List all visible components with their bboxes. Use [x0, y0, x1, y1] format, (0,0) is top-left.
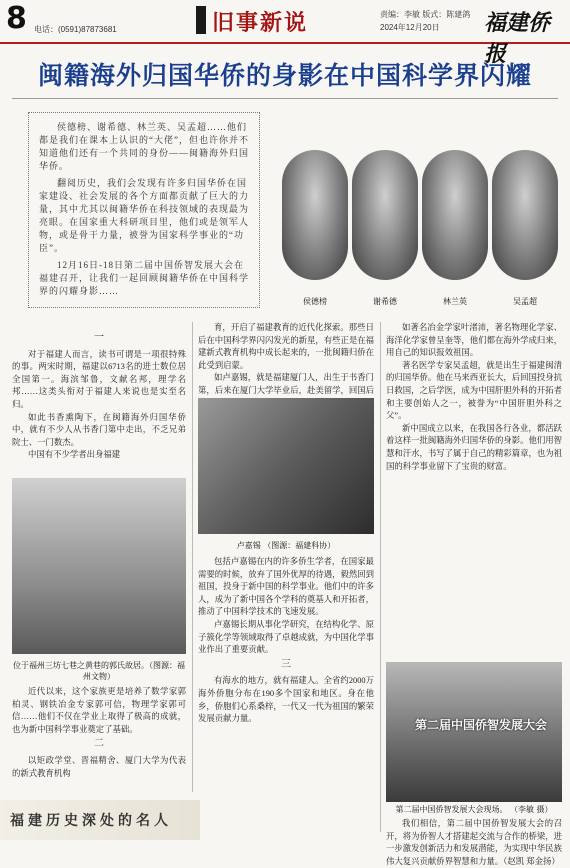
column-1 [12, 330, 186, 462]
intro-paragraph: 翻阅历史，我们会发现有许多归国华侨在国家建设、社会发展的各个方面都贡献了巨大的力量，其中尤其以闽籍华侨在科技领域的表现最为亮眼。在国家重大科研项目里，他们或是领军人物，或是骨干力量，被誉为国家科学事业的“功臣”。 [39, 178, 250, 253]
photo-caption: 第二届中国侨智发展大会现场。 （李敏 摄） [395, 805, 553, 814]
paragraph: 如此书香熏陶下，在闽籍海外归国华侨中，就有不少人从书香门第中走出，不乏兄弟院士、一门数杰。 [12, 412, 186, 447]
intro-paragraph: 侯德榜、谢希德、林兰英、吴孟超……他们都是我们在课本上认识的“大佬”，但也许你并不知道他们还有一个共同的身份——闽籍海外归国华侨。 [39, 122, 250, 171]
section-bar [196, 6, 206, 34]
portrait-name: 林兰英 [443, 297, 467, 306]
column-2 [198, 322, 374, 410]
section-title: 旧事新说 [212, 11, 309, 36]
photo-caption: 位于福州三坊七巷之黄巷的郭氏故居。（图源：福州文物） [13, 661, 185, 681]
intro-paragraph: 12月16日-18日第二届中国侨智发展大会在福建召开，让我们一起回顾闽籍华侨在中国科学界的闪耀身影…… [39, 260, 250, 296]
page-number: 8 [6, 1, 27, 36]
column-2-lower [198, 556, 374, 726]
date: 2024年12月20日 [380, 23, 440, 32]
paragraph: 包括卢嘉锡在内的许多侨生学者，在国家最需要的时候，放弃了国外优厚的待遇，毅然回到祖国，投身于新中国的科学事业。他们中的许多人，成为了新中国各个学科的奠基人和开拓者，推动了中国科学技术的飞速发展。 [198, 557, 374, 617]
banner-text: 第二届中国侨智发展大会 [414, 718, 547, 732]
section-marker: 一 [94, 332, 104, 343]
column-1-lower [12, 686, 186, 780]
divider [12, 98, 558, 99]
photo-caption: 卢嘉锡 （图源：福建科协） [236, 541, 336, 550]
column-divider [192, 322, 193, 792]
editor: 责编：李敏 [380, 10, 420, 19]
masthead [0, 0, 570, 67]
portrait-photo [492, 150, 558, 280]
headline: 闽籍海外归国华侨的身影在中国科学界闪耀 [37, 61, 532, 90]
paragraph: 如著名冶金学家叶渚沛，著名物理化学家、海洋化学家曾呈奎等，他们都在海外学成归来，用自己的知识报效祖国。 [386, 323, 562, 358]
paragraph: 我们相信，第二届中国侨智发展大会的召开，将为侨智人才搭建起交流与合作的桥梁，进一步激发创新活力和发展潜能，为实现中华民族伟大复兴贡献侨界智慧和力量。（赵凯 郑金扬） [386, 819, 562, 866]
portrait-name: 侯德榜 [303, 297, 327, 306]
paragraph: 新中国成立以来，在我国各行各业，都活跃着这样一批闽籍海外归国华侨的身影。他们用智慧和汗水，书写了属于自己的精彩篇章，也为祖国的科学事业留下了宝贵的财富。 [386, 423, 562, 471]
portrait-photo [422, 150, 488, 280]
portrait-name: 谢希德 [373, 297, 397, 306]
intro-box [28, 112, 260, 308]
portrait-name: 吴孟超 [513, 297, 537, 306]
paragraph: 对于福建人而言，读书可谓是一项很特殊的事。两宋时期，福建以6713名的进士数位居全国第一。海滨邹鲁，文献名邦，理学名邦……这类头衔对于福建人来说也是实至名归。 [12, 349, 186, 409]
paragraph: 有海水的地方，就有福建人。全省约2000万海外侨胞分布在190多个国家和地区。身在他乡，侨胞们心系桑梓，一代又一代为祖国的繁荣发展贡献力量。 [198, 676, 374, 724]
column-3-lower [386, 818, 562, 866]
paragraph: 近代以来，这个家族更是培养了数学家郭柏灵、钢铁冶金专家郭可信，物理学家郭可信……他们不仅在学业上取得了极高的成就，也为新中国科学事业奠定了基础。 [12, 687, 186, 734]
meta-info [380, 8, 470, 34]
paragraph: 如卢嘉锡，就是福建厦门人，出生于书香门第，后来在厦门大学毕业后，赴美留学，回国后 [198, 373, 374, 395]
portrait-photo [352, 150, 418, 280]
series-banner [0, 800, 200, 840]
paragraph: 中国有不少学者出身福建 [28, 450, 121, 460]
paragraph: 育，开启了福建教育的近代化探索。那些日后在中国科学界闪闪发光的新星，有些正是在福建新式教育机构中成长起来的，一批闽籍归侨在此受到启蒙。 [198, 323, 374, 370]
paragraph: 卢嘉锡长期从事化学研究，在结构化学、原子簇化学等领域取得了卓越成就，为中国化学事业作出了重要贡献。 [198, 619, 374, 655]
section-marker: 三 [281, 658, 291, 670]
paragraph: 著名医学专家吴孟超，就是出生于福建闽清的归国华侨。他在马来西亚长大，后回国投身抗日救国，之后学医，成为中国肝胆外科的开拓者和主要创始人之一，被誉为“中国肝胆外科之父”。 [386, 360, 562, 421]
column-3 [386, 322, 562, 473]
phone-number: 电话：(0591)87873681 [34, 25, 117, 34]
portrait-photo-scientist [198, 398, 374, 534]
newspaper-logo: 福建侨报 [484, 10, 551, 67]
paragraph: 以矩政学堂、晋福精舍、厦门大学为代表的新式教育机构 [12, 755, 186, 778]
section-marker: 二 [94, 738, 104, 750]
portrait-photo [282, 150, 348, 280]
banner-title: 福建历史深处的名人 [10, 813, 172, 829]
conference-photo [386, 662, 562, 802]
house-photo [12, 478, 186, 654]
designer: 版式：陈建鸽 [422, 10, 471, 19]
column-divider [380, 322, 381, 832]
